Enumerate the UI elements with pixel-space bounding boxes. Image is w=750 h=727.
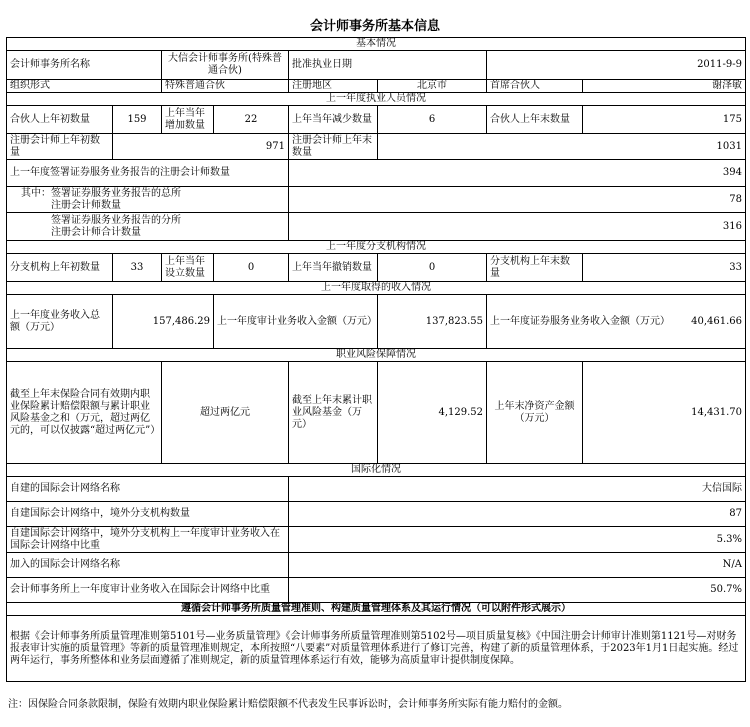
section-risk-header: 职业风险保障情况: [7, 349, 746, 362]
section-branch-header: 上一年度分支机构情况: [7, 241, 746, 254]
firm-info-table: [6, 37, 746, 682]
own-network-label: 自建的国际会计网络名称: [7, 477, 289, 502]
cpa-row: [7, 134, 746, 160]
org-form-row: [7, 80, 746, 93]
firm-name-label: 会计师事务所名称: [7, 51, 162, 80]
section-intl-header: 国际化情况: [7, 464, 746, 477]
footnote: 注：因保险合同条款限制，保险有效期内职业保险累计赔偿限额不代表发生民事诉讼时，会计师事务所实际有能力赔付的金额。: [8, 699, 568, 710]
firm-share-row: [7, 578, 746, 603]
branch-revoked-label: 上年当年撤销数量: [289, 254, 378, 282]
section-quality-row: [7, 603, 746, 616]
page-title: 会计师事务所基本信息: [309, 19, 440, 34]
branch-cpa-label: [7, 213, 289, 241]
overseas-branches-label: 自建国际会计网络中，境外分支机构数量: [7, 502, 289, 527]
cpa-end-label: 注册会计师上年末数量: [289, 134, 378, 160]
section-basic-header: 基本情况: [7, 38, 746, 51]
quality-text: 根据《会计师事务所质量管理准则第5101号—业务质量管理》《会计师事务所质量管理准则第5102号—项目质量复核》《中国注册会计师审计准则第1121号—对财务报表审计实施的质量管理》等新的质量管理准则规定，本所按照“八要素”对质量管理体系进行了修订完善，构建了新的质量管理体系，于2023年1月1日起实施。经过两年运行，事务所整体和业务层面遵循了准则规定，新的质量管理体系运行有效，能够为高质量审计提供制度保障。: [7, 616, 746, 682]
own-network-value: 大信国际: [289, 477, 746, 502]
section-income-row: [7, 282, 746, 295]
branch-end-value: 33: [583, 254, 746, 282]
hq-cpa-row: [7, 187, 746, 213]
joined-network-label: 加入的国际会计网络名称: [7, 553, 289, 578]
partners-start-label: 合伙人上年初数量: [7, 106, 113, 134]
joined-network-value: N/A: [289, 553, 746, 578]
cpa-end-value: 1031: [378, 134, 746, 160]
joined-network-row: [7, 553, 746, 578]
net-assets-label: 上年末净资产金额（万元）: [487, 362, 583, 464]
branch-established-value: 0: [214, 254, 289, 282]
hq-cpa-label-line2: 注册会计师数量: [51, 199, 121, 211]
overseas-income-value: 5.3%: [289, 527, 746, 553]
cpa-start-label: 注册会计师上年初数量: [7, 134, 113, 160]
firm-name-row: [7, 51, 746, 80]
section-intl-row: [7, 464, 746, 477]
section-income-header: 上一年度取得的收入情况: [7, 282, 746, 295]
insurance-value: 超过两亿元: [162, 362, 289, 464]
region-value: 北京市: [378, 80, 487, 93]
risk-row: [7, 362, 746, 464]
region-label: 注册地区: [289, 80, 378, 93]
branch-end-label: 分支机构上年末数量: [487, 254, 583, 282]
income-total-label: 上一年度业务收入总额（万元）: [7, 295, 113, 349]
section-staff-row: [7, 93, 746, 106]
income-securities-value: 40,461.66: [691, 315, 742, 327]
branch-count-row: [7, 254, 746, 282]
overseas-branches-value: 87: [289, 502, 746, 527]
overseas-income-row: [7, 527, 746, 553]
chief-partner-value: 谢泽敏: [583, 80, 746, 93]
section-quality-header: 遵循会计师事务所质量管理准则、构建质量管理体系及其运行情况（可以附件形式展示）: [7, 603, 746, 616]
own-network-row: [7, 477, 746, 502]
approval-date-value: 2011-9-9: [487, 51, 746, 80]
section-branch-row: [7, 241, 746, 254]
org-form-label: 组织形式: [7, 80, 162, 93]
branch-revoked-value: 0: [378, 254, 487, 282]
income-row: [7, 295, 746, 349]
firm-name-value: 大信会计师事务所(特殊普通合伙): [162, 51, 289, 80]
cpa-start-value: 971: [113, 134, 289, 160]
decrease-value: 6: [378, 106, 487, 134]
firm-share-label: 会计师事务所上一年度审计业务收入在国际会计网络中比重: [7, 578, 289, 603]
branch-cpa-value: 316: [289, 213, 746, 241]
income-audit-value: 137,823.55: [378, 295, 487, 349]
partners-end-value: 175: [583, 106, 746, 134]
signed-cpa-row: [7, 160, 746, 187]
fund-value: 4,129.52: [378, 362, 487, 464]
branch-established-label: 上年当年设立数量: [162, 254, 214, 282]
section-staff-header: 上一年度执业人员情况: [7, 93, 746, 106]
hq-cpa-value: 78: [289, 187, 746, 213]
signed-cpa-value: 394: [289, 160, 746, 187]
section-basic-row: [7, 38, 746, 51]
firm-share-value: 50.7%: [289, 578, 746, 603]
net-assets-value: 14,431.70: [583, 362, 746, 464]
income-total-value: 157,486.29: [113, 295, 214, 349]
partners-start-value: 159: [113, 106, 162, 134]
approval-date-label: 批准执业日期: [289, 51, 487, 80]
decrease-label: 上年当年减少数量: [289, 106, 378, 134]
income-audit-label: 上一年度审计业务收入金额（万元）: [214, 295, 378, 349]
org-form-value: 特殊普通合伙: [162, 80, 289, 93]
fund-label: 截至上年末累计职业风险基金（万元）: [289, 362, 378, 464]
overseas-income-label: 自建国际会计网络中，境外分支机构上一年度审计业务收入在国际会计网络中比重: [7, 527, 289, 553]
income-securities-label: 上一年度证券服务业务收入金额（万元）: [490, 315, 670, 327]
section-risk-row: [7, 349, 746, 362]
overseas-branches-row: [7, 502, 746, 527]
signed-cpa-label: 上一年度签署证券服务业务报告的注册会计师数量: [7, 160, 289, 187]
chief-partner-label: 首席合伙人: [487, 80, 583, 93]
hq-cpa-label: [7, 187, 289, 213]
branch-cpa-row: [7, 213, 746, 241]
partners-end-label: 合伙人上年末数量: [487, 106, 583, 134]
hq-cpa-label-line1: 其中：签署证券服务业务报告的总所: [21, 187, 181, 199]
quality-text-row: [7, 616, 746, 682]
branch-start-value: 33: [113, 254, 162, 282]
branch-start-label: 分支机构上年初数量: [7, 254, 113, 282]
branch-cpa-label-line2: 注册会计师合计数量: [51, 226, 141, 238]
increase-value: 22: [214, 106, 289, 134]
income-securities-row-cell: [487, 295, 746, 349]
branch-cpa-label-line1: 签署证券服务业务报告的分所: [51, 214, 181, 226]
increase-label: 上年当年增加数量: [162, 106, 214, 134]
insurance-label: 截至上年末保险合同有效期内职业保险累计赔偿限额与累计职业风险基金之和（万元，超过两亿元的，可以仅披露“超过两亿元”）: [7, 362, 162, 464]
partners-row: [7, 106, 746, 134]
